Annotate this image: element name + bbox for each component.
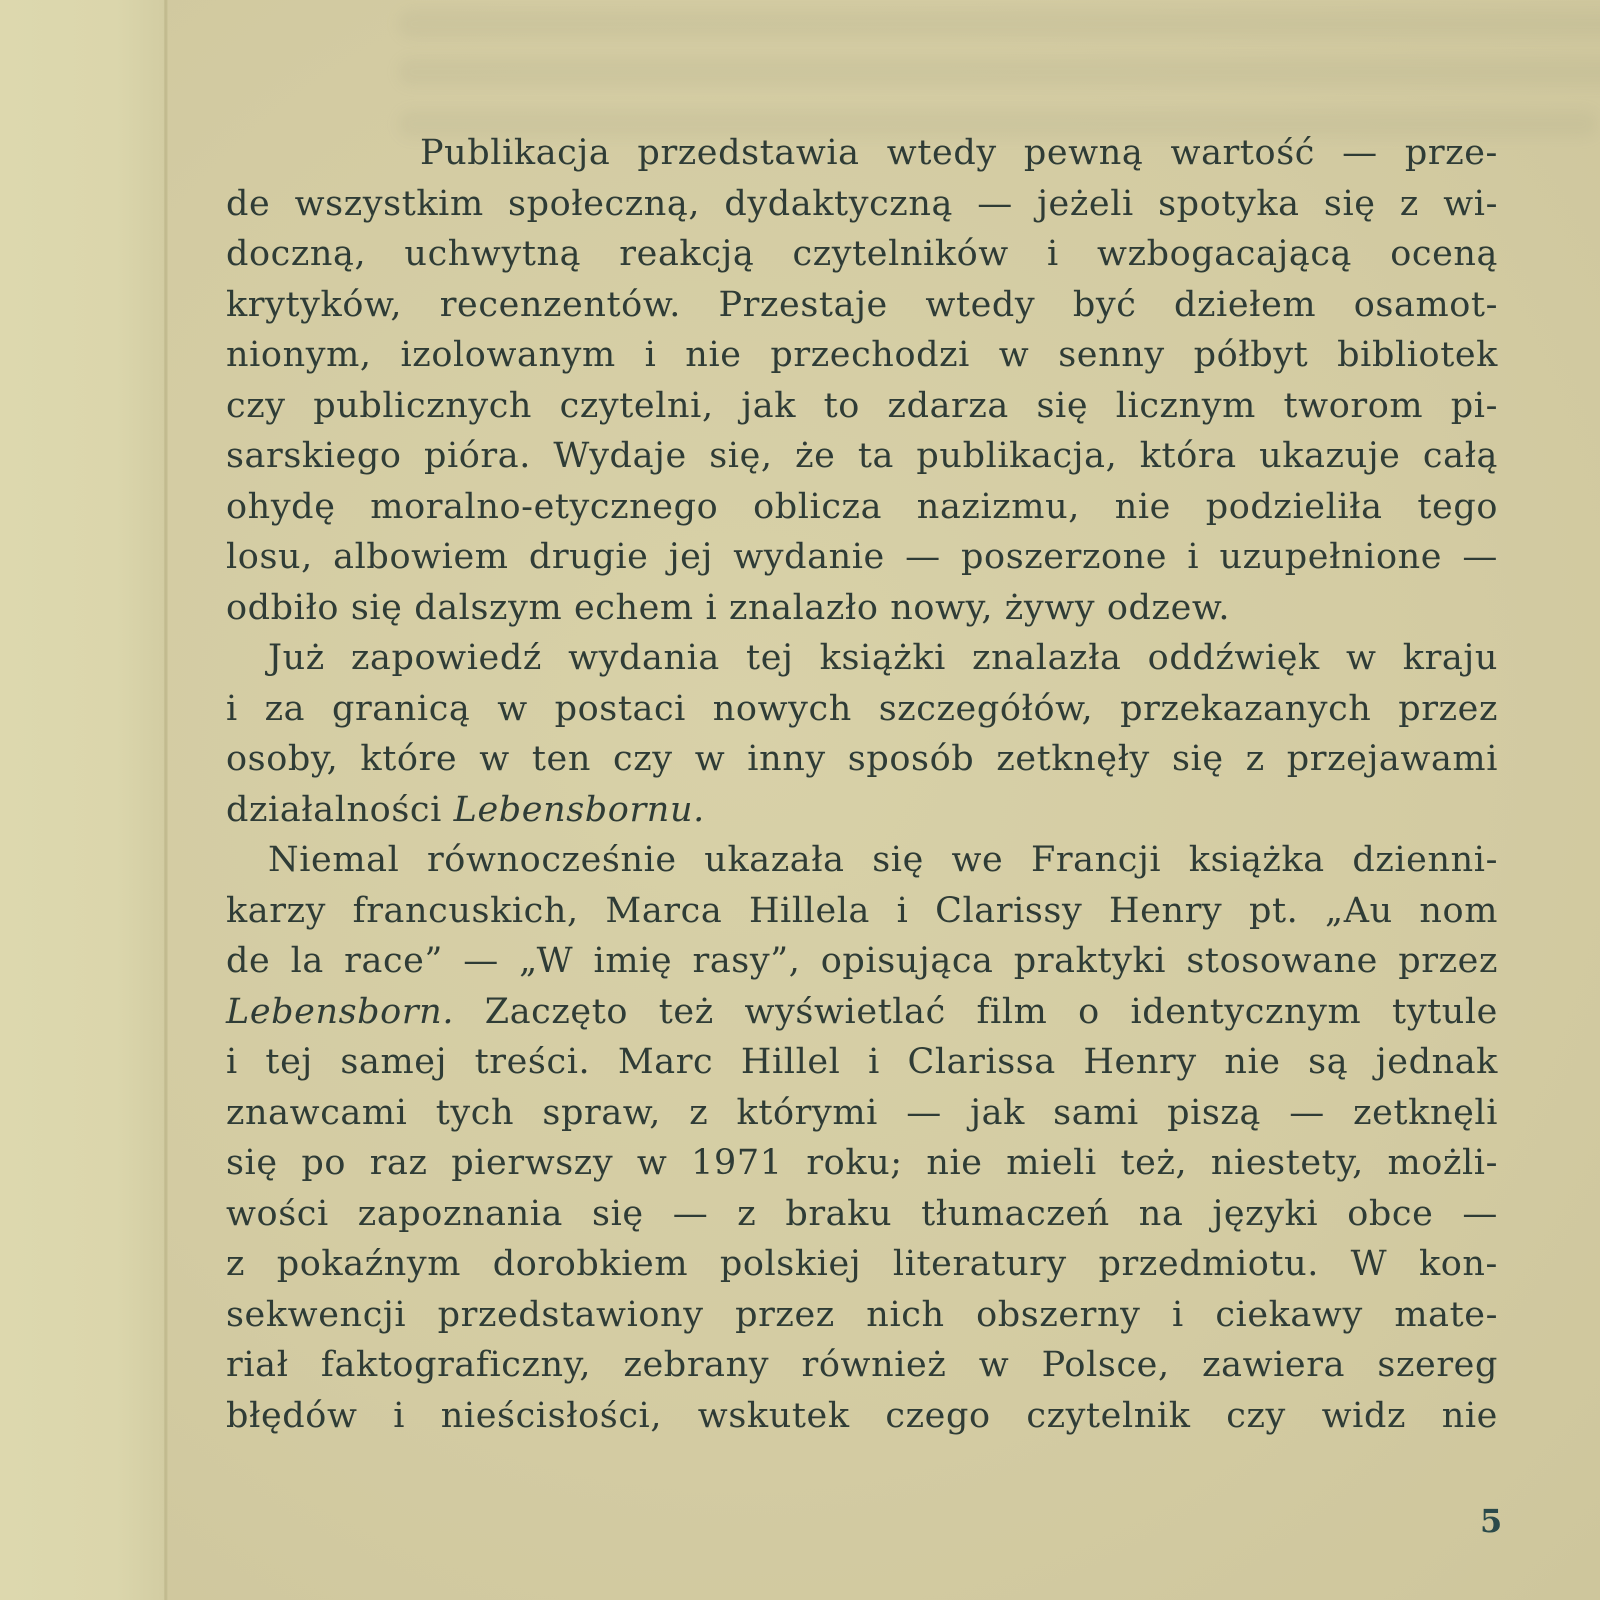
text-line: i za granicą w postaci nowych szczegółów, przekazanych przez bbox=[226, 688, 1498, 729]
text-line: błędów i nieścisłości, wskutek czego czytelnik czy widz nie bbox=[226, 1395, 1498, 1436]
text-line: sekwencji przedstawiony przez nich obszerny i ciekawy mate- bbox=[226, 1294, 1498, 1335]
text-line bbox=[226, 785, 1498, 836]
text-line: riał faktograficzny, zebrany również w Polsce, zawiera szereg bbox=[226, 1345, 1498, 1385]
text-line: sarskiego pióra. Wydaje się, że ta publikacja, która ukazuje całą bbox=[226, 436, 1498, 476]
text-run: działalności bbox=[226, 789, 442, 830]
text-line: i tej samej treści. Marc Hillel i Clarissa Henry nie są jednak bbox=[226, 1042, 1498, 1082]
text-line: karzy francuskich, Marca Hillela i Clarissy Henry pt. „Au nom bbox=[226, 890, 1498, 931]
text-run: Zaczęto też wyświetlać film o identycznym tytule bbox=[454, 991, 1498, 1032]
text-line: znawcami tych spraw, z którymi — jak sami piszą — zetknęli bbox=[226, 1092, 1498, 1133]
italic-term-lebensbornu: Lebensbornu. bbox=[453, 789, 705, 830]
paragraph-2 bbox=[226, 633, 1498, 835]
text-line: de la race” — „W imię rasy”, opisująca praktyki stosowane przez bbox=[226, 941, 1498, 981]
text-line: krytyków, recenzentów. Przestaje wtedy być dziełem osamot- bbox=[226, 284, 1498, 325]
text-line: Niemal równocześnie ukazała się we Francji książka dzienni- bbox=[268, 840, 1498, 880]
paragraph-3 bbox=[226, 835, 1498, 1441]
text-line: doczną, uchwytną reakcją czytelników i wzbogacającą oceną bbox=[226, 234, 1498, 274]
paragraph-1 bbox=[226, 128, 1498, 633]
text-line: osoby, które w ten czy w inny sposób zetknęły się z przejawami bbox=[226, 739, 1498, 779]
text-line: Już zapowiedź wydania tej książki znalazła oddźwięk w kraju bbox=[268, 638, 1498, 678]
text-line: wości zapoznania się — z braku tłumaczeń na języki obce — bbox=[226, 1193, 1498, 1234]
page-number: 5 bbox=[1480, 1502, 1503, 1540]
text-line bbox=[226, 987, 1498, 1038]
body-text bbox=[226, 128, 1498, 1441]
text-line: nionym, izolowanym i nie przechodzi w senny półbyt bibliotek bbox=[226, 335, 1498, 375]
text-line: ohydę moralno-etycznego oblicza nazizmu, nie podzieliła tego bbox=[226, 486, 1498, 527]
text-line: losu, albowiem drugie jej wydanie — poszerzone i uzupełnione — bbox=[226, 537, 1498, 577]
text-line: z pokaźnym dorobkiem polskiej literatury przedmiotu. W kon- bbox=[226, 1244, 1498, 1284]
text-line: czy publicznych czytelni, jak to zdarza się licznym tworom pi- bbox=[226, 385, 1498, 426]
italic-term-lebensborn: Lebensborn. bbox=[226, 991, 455, 1032]
show-through-smudge bbox=[398, 58, 1600, 86]
text-line: Publikacja przedstawia wtedy pewną wartość — prze- bbox=[420, 133, 1498, 173]
text-line: de wszystkim społeczną, dydaktyczną — jeżeli spotyka się z wi- bbox=[226, 183, 1498, 224]
show-through-smudge bbox=[398, 10, 1600, 38]
text-line: odbiło się dalszym echem i znalazło nowy, żywy odzew. bbox=[226, 587, 1231, 628]
left-page-margin bbox=[0, 0, 166, 1600]
text-line: się po raz pierwszy w 1971 roku; nie mieli też, niestety, możli- bbox=[226, 1143, 1498, 1183]
